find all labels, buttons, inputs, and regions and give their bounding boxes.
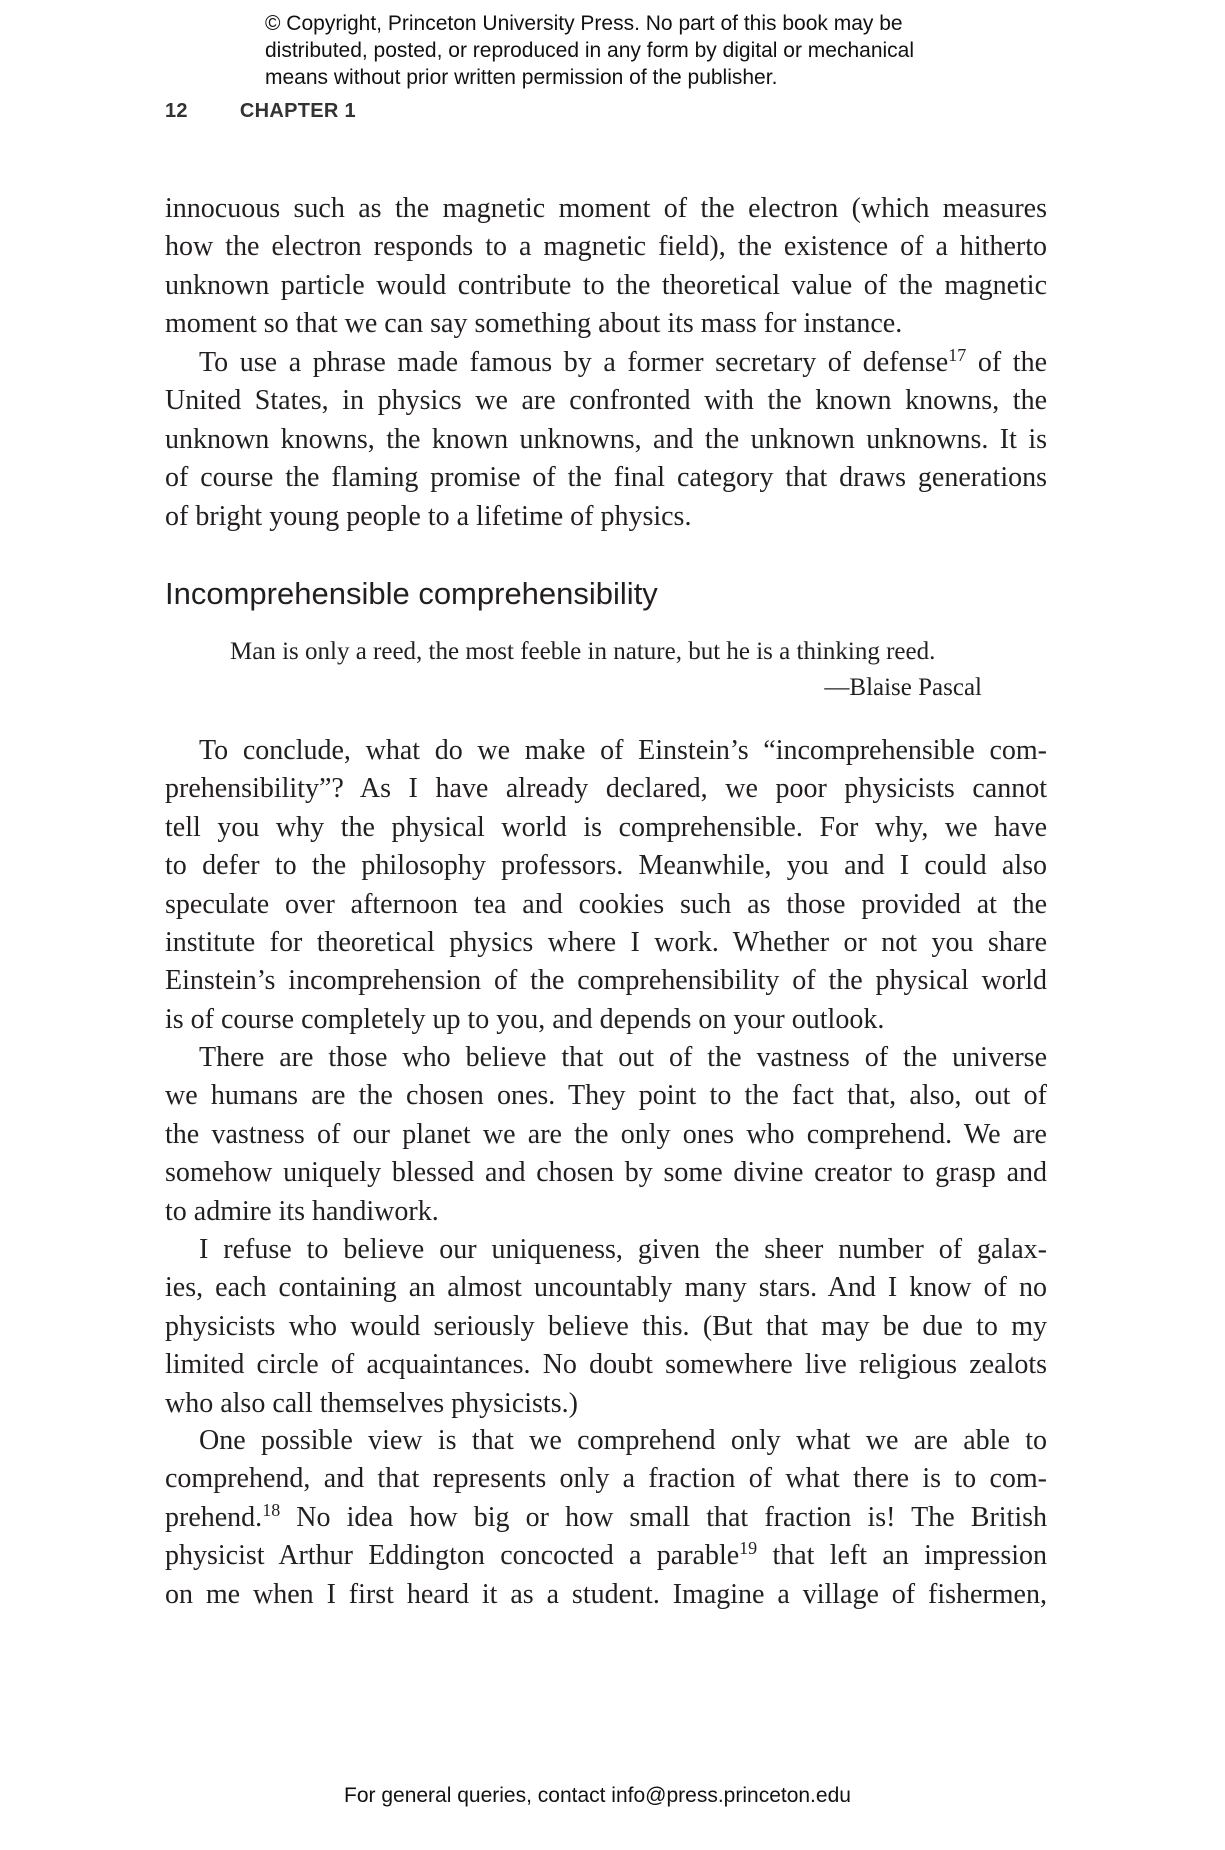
text-run: on me when I first heard it as a student. Imagine a village of fishermen, bbox=[165, 1578, 1047, 1610]
text-line bbox=[165, 1576, 1047, 1614]
running-head bbox=[165, 100, 356, 123]
text-line bbox=[165, 498, 1047, 536]
text-line bbox=[165, 344, 1047, 382]
text-run: unknown knowns, the known unknowns, and the unknown unknowns. It is bbox=[165, 423, 1047, 455]
text-run: of bright young people to a lifetime of physics. bbox=[165, 500, 692, 532]
text-line bbox=[165, 1001, 1047, 1039]
footnote-ref[interactable]: 19 bbox=[739, 1538, 758, 1559]
paragraph bbox=[165, 190, 1047, 344]
text-line bbox=[165, 267, 1047, 305]
text-run: is of course completely up to you, and depends on your outlook. bbox=[165, 1003, 885, 1035]
paragraph bbox=[165, 1422, 1047, 1614]
paragraph bbox=[165, 732, 1047, 1039]
text-line bbox=[165, 924, 1047, 962]
text-line bbox=[165, 847, 1047, 885]
text-line bbox=[165, 1077, 1047, 1115]
text-run: physicist Arthur Eddington concocted a parable bbox=[165, 1540, 740, 1572]
paragraph bbox=[165, 1231, 1047, 1423]
text-line bbox=[165, 886, 1047, 924]
text-run: To conclude, what do we make of Einstein’s “incomprehensible com- bbox=[199, 735, 1047, 766]
text-line bbox=[165, 1231, 1047, 1269]
text-run: that left an impression bbox=[757, 1540, 1048, 1572]
text-line bbox=[165, 1193, 1047, 1231]
copyright-line: distributed, posted, or reproduced in any form by digital or mechanical bbox=[265, 39, 915, 62]
text-run: tell you why the physical world is comprehensible. For why, we have bbox=[165, 811, 1047, 843]
footnote-ref[interactable]: 18 bbox=[262, 1499, 281, 1520]
text-run: how the electron responds to a magnetic field), the existence of a hitherto bbox=[165, 231, 1047, 263]
copyright-line: means without prior written permission of the publisher. bbox=[265, 66, 778, 89]
text-line bbox=[165, 962, 1047, 1000]
text-line bbox=[165, 190, 1047, 228]
footer-contact: For general queries, contact info@press.princeton.edu bbox=[344, 1784, 851, 1807]
section-heading: Incomprehensible comprehensibility bbox=[165, 576, 658, 611]
text-line bbox=[165, 1269, 1047, 1307]
text-run: of course the flaming promise of the final category that draws generations bbox=[165, 462, 1047, 494]
text-run: One possible view is that we comprehend only what we are able to bbox=[199, 1425, 1047, 1456]
text-line bbox=[165, 1385, 1047, 1423]
text-run: ies, each containing an almost uncountably many stars. And I know of no bbox=[165, 1272, 1047, 1304]
page-number: 12 bbox=[165, 100, 188, 122]
text-run: physicists who would seriously believe this. (But that may be due to my bbox=[165, 1310, 1047, 1342]
text-line bbox=[165, 1154, 1047, 1192]
text-run: I refuse to believe our uniqueness, given the sheer number of galax- bbox=[199, 1234, 1047, 1265]
text-line bbox=[165, 421, 1047, 459]
text-run: we humans are the chosen ones. They point to the fact that, also, out of bbox=[165, 1080, 1047, 1112]
text-line bbox=[165, 809, 1047, 847]
text-line bbox=[165, 770, 1047, 808]
epigraph-attribution: —Blaise Pascal bbox=[824, 674, 982, 701]
text-line bbox=[165, 382, 1047, 420]
text-run: Einstein’s incomprehension of the comprehensibility of the physical world bbox=[165, 965, 1047, 997]
text-run: moment so that we can say something about its mass for instance. bbox=[165, 308, 903, 340]
epigraph-text: Man is only a reed, the most feeble in nature, but he is a thinking reed. bbox=[230, 638, 936, 665]
text-run: prehend. bbox=[165, 1501, 263, 1533]
text-line bbox=[165, 732, 1047, 770]
text-line bbox=[165, 1499, 1047, 1537]
chapter-label: CHAPTER 1 bbox=[239, 100, 356, 122]
text-run: There are those who believe that out of the vastness of the universe bbox=[199, 1042, 1047, 1073]
text-run: who also call themselves physicists.) bbox=[165, 1387, 578, 1419]
text-run: speculate over afternoon tea and cookies such as those provided at the bbox=[165, 888, 1047, 920]
text-run: comprehend, and that represents only a fraction of what there is to com- bbox=[165, 1463, 1047, 1495]
text-run: the vastness of our planet we are the only ones who comprehend. We are bbox=[165, 1118, 1047, 1150]
paragraph bbox=[165, 1039, 1047, 1231]
text-line bbox=[165, 459, 1047, 497]
text-run: No idea how big or how small that fraction is! The British bbox=[280, 1501, 1047, 1533]
text-line bbox=[165, 1308, 1047, 1346]
text-line bbox=[165, 1537, 1047, 1575]
text-line bbox=[165, 305, 1047, 343]
text-run: prehensibility”? As I have already declared, we poor physicists cannot bbox=[165, 773, 1047, 805]
text-run: somehow uniquely blessed and chosen by some divine creator to grasp and bbox=[165, 1157, 1047, 1189]
text-run: institute for theoretical physics where I work. Whether or not you share bbox=[165, 926, 1047, 958]
text-line bbox=[165, 228, 1047, 266]
text-run: limited circle of acquaintances. No doubt somewhere live religious zealots bbox=[165, 1349, 1047, 1381]
text-run: unknown particle would contribute to the theoretical value of the magnetic bbox=[165, 269, 1047, 301]
text-run: of the bbox=[966, 347, 1048, 378]
copyright-line: © Copyright, Princeton University Press. No part of this book may be bbox=[265, 12, 903, 35]
text-run: innocuous such as the magnetic moment of the electron (which measures bbox=[165, 193, 1047, 224]
text-run: United States, in physics we are confronted with the known knowns, the bbox=[165, 385, 1047, 417]
paragraph bbox=[165, 344, 1047, 536]
text-run: To use a phrase made famous by a former secretary of defense bbox=[199, 347, 949, 378]
text-line bbox=[165, 1422, 1047, 1460]
text-run: to defer to the philosophy professors. Meanwhile, you and I could also bbox=[165, 850, 1047, 882]
text-line bbox=[165, 1116, 1047, 1154]
epigraph bbox=[230, 634, 982, 706]
text-line bbox=[165, 1039, 1047, 1077]
copyright-notice bbox=[265, 10, 914, 91]
text-line bbox=[165, 1346, 1047, 1384]
text-run: to admire its handiwork. bbox=[165, 1195, 439, 1227]
text-line bbox=[165, 1460, 1047, 1498]
footnote-ref[interactable]: 17 bbox=[948, 345, 967, 365]
